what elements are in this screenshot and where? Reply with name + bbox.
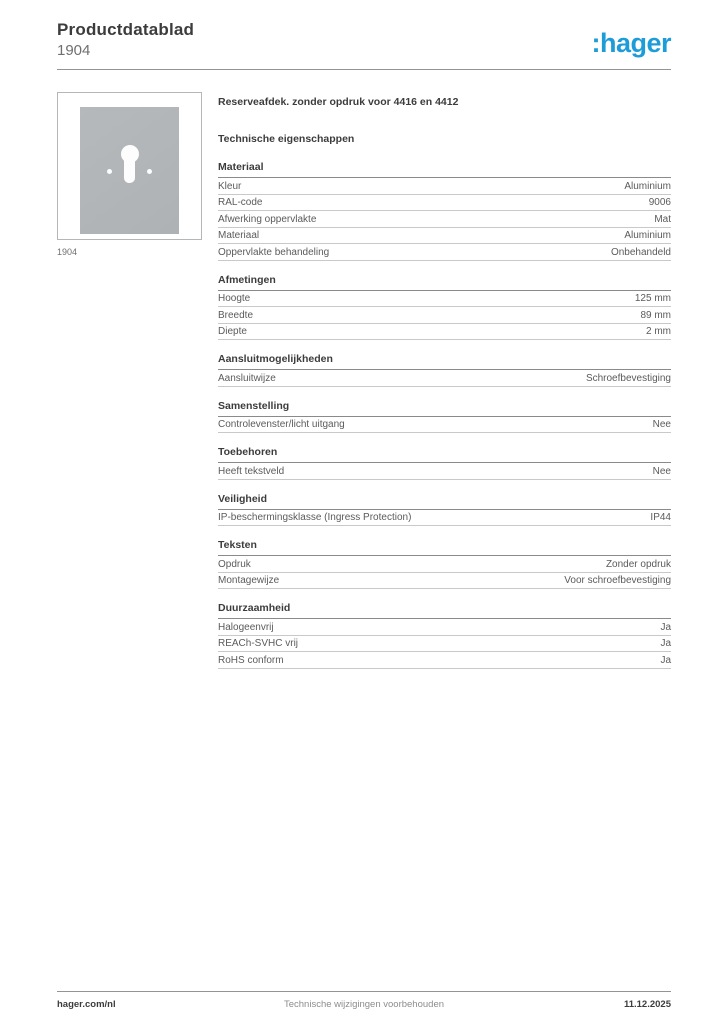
spec-row-value: Schroefbevestiging: [585, 372, 671, 384]
spec-section: [218, 536, 671, 589]
spec-section: [218, 350, 671, 387]
spec-row-label: Aansluitwijze: [218, 372, 276, 384]
page-footer: [57, 991, 671, 1010]
spec-row-label: Breedte: [218, 309, 254, 321]
spec-row-value: IP44: [650, 512, 671, 523]
spec-row: [218, 195, 671, 212]
footer-row: [57, 999, 671, 1010]
screw-hole-right-icon: [147, 169, 152, 174]
spec-section-title: Duurzaamheid: [218, 599, 671, 619]
spec-row: [218, 652, 671, 669]
spec-row: [218, 573, 671, 590]
header-divider: [57, 69, 671, 70]
product-title: Reserveafdek. zonder opdruk voor 4416 en 4412: [218, 96, 459, 108]
spec-row-value: Ja: [660, 638, 671, 649]
spec-row-value: Aluminium: [624, 180, 671, 192]
spec-row: [218, 307, 671, 324]
spec-row-label: Oppervlakte behandeling: [218, 246, 330, 258]
spec-row-label: Montagewijze: [218, 575, 280, 586]
spec-section-title: Teksten: [218, 536, 671, 556]
hager-logo: :hager: [591, 28, 671, 58]
spec-row-value: Onbehandeld: [610, 246, 671, 258]
spec-row-label: Controlevenster/licht uitgang: [218, 419, 345, 430]
screw-hole-left-icon: [107, 169, 112, 174]
tech-properties-heading: Technische eigenschappen: [218, 133, 355, 145]
spec-row: [218, 417, 671, 434]
spec-row-label: Afwerking oppervlakte: [218, 213, 317, 225]
spec-section: [218, 490, 671, 527]
footer-note: Technische wijzigingen voorbehouden: [283, 999, 445, 1010]
spec-row-value: 2 mm: [646, 326, 671, 337]
document-subtitle: 1904: [57, 42, 91, 59]
spec-row: [218, 556, 671, 573]
spec-row-label: RAL-code: [218, 197, 263, 208]
spec-section-title: Materiaal: [218, 158, 671, 178]
main-content: [57, 92, 671, 669]
spec-row-value: Mat: [654, 213, 671, 225]
spec-row-value: 9006: [648, 197, 671, 208]
spec-row-value: 125 mm: [634, 293, 671, 304]
spec-row-label: IP-beschermingsklasse (Ingress Protection): [218, 512, 412, 523]
spec-row-label: REACh-SVHC vrij: [218, 638, 299, 649]
spec-section: [218, 397, 671, 434]
spec-section-title: Toebehoren: [218, 443, 671, 463]
page-header: [57, 0, 671, 59]
spec-row: [218, 324, 671, 341]
product-image-caption: 1904: [57, 247, 78, 257]
spec-row: [218, 291, 671, 308]
product-image: [57, 92, 202, 240]
spec-row: [218, 370, 671, 387]
document-title: Productdatablad: [57, 20, 195, 39]
spec-row-label: Kleur: [218, 180, 242, 192]
spec-row-value: Ja: [660, 621, 671, 633]
spec-row-label: Diepte: [218, 326, 247, 337]
spec-row-value: Nee: [652, 419, 671, 430]
spec-row-value: 89 mm: [640, 309, 671, 321]
spec-section: [218, 443, 671, 480]
spec-row-value: Ja: [660, 654, 671, 666]
cylinder-plate-graphic: [80, 107, 179, 234]
spec-row-value: Zonder opdruk: [605, 558, 671, 570]
spec-row: [218, 619, 671, 636]
spec-row: [218, 211, 671, 228]
spec-row-label: Heeft tekstveld: [218, 465, 285, 477]
footer-divider: [57, 991, 671, 992]
spec-row-label: RoHS conform: [218, 654, 284, 666]
spec-row-label: Halogeenvrij: [218, 621, 274, 633]
footer-date: 11.12.2025: [623, 999, 671, 1010]
spec-row: [218, 463, 671, 480]
product-image-column: [57, 92, 202, 669]
spec-row: [218, 228, 671, 245]
spec-row: [218, 510, 671, 527]
spec-section: [218, 158, 671, 261]
spec-row: [218, 244, 671, 261]
spec-row: [218, 636, 671, 653]
spec-section: [218, 271, 671, 341]
spec-section-title: Afmetingen: [218, 271, 671, 291]
keyhole-cutout-icon: [121, 145, 139, 185]
spec-row-value: Nee: [652, 465, 671, 477]
product-details-column: [218, 92, 671, 669]
spec-row-value: Voor schroefbevestiging: [564, 575, 671, 586]
spec-section: [218, 599, 671, 669]
spec-section-title: Aansluitmogelijkheden: [218, 350, 671, 370]
spec-row-label: Hoogte: [218, 293, 251, 304]
spec-section-title: Samenstelling: [218, 397, 671, 417]
spec-row-value: Aluminium: [624, 230, 671, 241]
spec-sections: [218, 158, 671, 669]
spec-row-label: Materiaal: [218, 230, 260, 241]
header-text-block: [57, 20, 194, 59]
spec-row: [218, 178, 671, 195]
footer-website: hager.com/nl: [57, 999, 116, 1010]
spec-section-title: Veiligheid: [218, 490, 671, 510]
spec-row-label: Opdruk: [218, 558, 251, 570]
